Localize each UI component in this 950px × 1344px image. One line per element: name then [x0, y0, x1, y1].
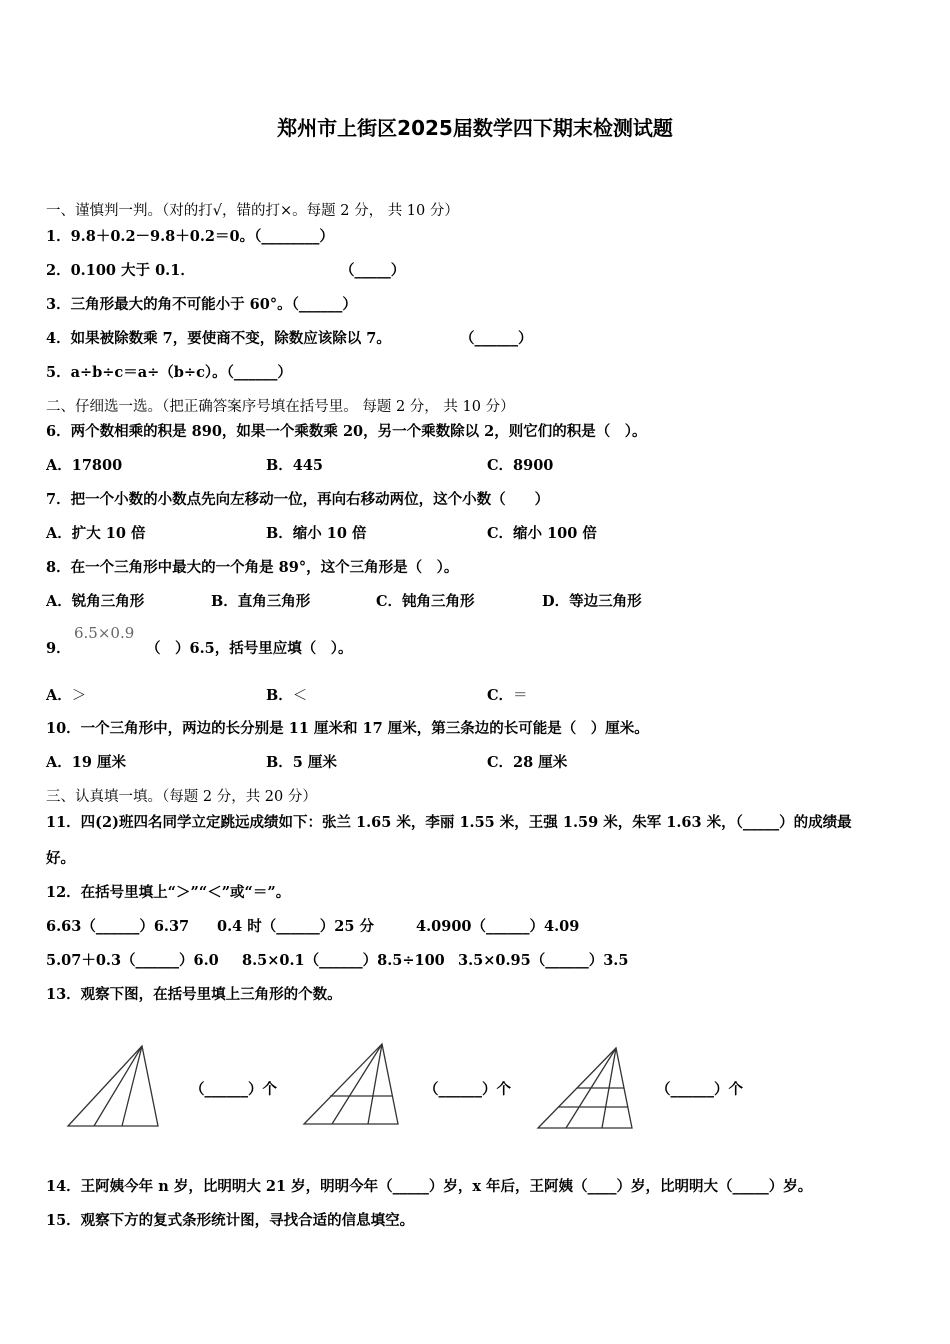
question-6-option-a: A．17800	[46, 457, 123, 474]
question-10-option-b: B．5 厘米	[266, 754, 337, 771]
triangle-1-outline	[68, 1046, 158, 1126]
question-15: 15．观察下方的复式条形统计图，寻找合适的信息填空。	[46, 1212, 415, 1229]
question-12-row1-c: 4.0900（______）4.09	[416, 918, 580, 935]
question-10-option-a: A．19 厘米	[46, 754, 126, 771]
triangle-1-line-b	[122, 1046, 142, 1126]
question-1: 1．9.8＋0.2－9.8＋0.2＝0。（________）	[46, 228, 334, 245]
question-13-blank-3: （______）个	[656, 1081, 743, 1098]
page-title: 郑州市上街区2025届数学四下期末检测试题	[277, 116, 673, 140]
question-12: 12．在括号里填上“＞”“＜”或“＝”。	[46, 884, 291, 901]
question-2: 2．0.100 大于 0.1．	[46, 262, 195, 279]
question-9-option-a	[46, 686, 86, 706]
question-9-option-b-label: B．	[266, 687, 293, 704]
question-8-option-d: D．等边三角形	[542, 593, 642, 610]
question-7-option-a: A．扩大 10 倍	[46, 525, 146, 542]
question-9-expression: 6.5×0.9	[74, 624, 135, 642]
question-11-line2: 好。	[46, 850, 75, 867]
question-9-number: 9．	[46, 640, 71, 657]
question-2-blank: （_____）	[340, 262, 406, 279]
greater-than-symbol: ＞	[71, 688, 87, 704]
question-6-option-b: B．445	[266, 457, 324, 474]
section3-heading: 三、认真填一填。（每题 2 分，共 20 分）	[46, 789, 317, 805]
question-8: 8．在一个三角形中最大的一个角是 89°，这个三角形是（ ）。	[46, 559, 459, 576]
equals-symbol: ＝	[513, 688, 528, 704]
question-13-blank-1: （______）个	[190, 1081, 277, 1098]
question-9-text: （ ）6.5，括号里应填（ ）。	[146, 640, 353, 657]
question-4-blank: （______）	[460, 330, 533, 347]
triangle-2-outline	[304, 1044, 398, 1124]
question-12-row2-a: 5.07＋0.3（______）6.0	[46, 952, 219, 969]
question-7-option-b: B．缩小 10 倍	[266, 525, 367, 542]
triangle-figure-2	[298, 1038, 408, 1133]
question-9-option-a-label: A．	[46, 687, 72, 704]
question-6: 6．两个数相乘的积是 890，如果一个乘数乘 20，另一个乘数除以 2，则它们的积是（ ）。	[46, 423, 647, 440]
question-7-option-c: C．缩小 100 倍	[487, 525, 597, 542]
question-4: 4．如果被除数乘 7，要使商不变，除数应该除以 7。	[46, 330, 391, 347]
question-12-row1-b: 0.4 时（______）25 分	[217, 918, 375, 935]
section1-heading: 一、谨慎判一判。（对的打√，错的打×。每题 2 分， 共 10 分）	[46, 203, 459, 219]
question-9-option-c	[487, 686, 528, 706]
question-8-option-b: B．直角三角形	[211, 593, 311, 610]
question-6-option-c: C．8900	[487, 457, 554, 474]
triangle-figure-1	[60, 1038, 170, 1133]
question-14: 14．王阿姨今年 n 岁，比明明大 21 岁，明明今年（_____）岁，x 年后，王阿姨（____）岁，比明明大（_____）岁。	[46, 1178, 813, 1195]
question-9-option-b	[266, 686, 307, 706]
question-13: 13．观察下图，在括号里填上三角形的个数。	[46, 986, 342, 1003]
section2-heading: 二、仔细选一选。（把正确答案序号填在括号里。 每题 2 分， 共 10 分）	[46, 399, 515, 415]
triangle-figure-3	[530, 1040, 640, 1135]
question-9-option-c-label: C．	[487, 687, 514, 704]
question-8-option-a: A．锐角三角形	[46, 593, 145, 610]
question-5: 5．a÷b÷c＝a÷（b÷c）。（______）	[46, 364, 292, 381]
question-8-option-c: C．钝角三角形	[376, 593, 475, 610]
question-13-blank-2: （______）个	[424, 1081, 511, 1098]
question-3: 3．三角形最大的角不可能小于 60°。（______）	[46, 296, 357, 313]
less-than-symbol: ＜	[292, 688, 308, 704]
question-12-row2-c: 3.5×0.95（______）3.5	[458, 952, 629, 969]
question-12-row1-a: 6.63（______）6.37	[46, 918, 190, 935]
question-7: 7．把一个小数的小数点先向左移动一位，再向右移动两位，这个小数（ ）	[46, 491, 550, 508]
question-12-row2-b: 8.5×0.1（______）8.5÷100	[242, 952, 445, 969]
question-10-option-c: C．28 厘米	[487, 754, 568, 771]
question-11-line1: 11．四(2)班四名同学立定跳远成绩如下：张兰 1.65 米，李丽 1.55 米，王强 1.59 米，朱军 1.63 米，（_____）的成绩最	[46, 814, 852, 831]
triangle-1-line-a	[94, 1046, 142, 1126]
question-10: 10．一个三角形中，两边的长分别是 11 厘米和 17 厘米，第三条边的长可能是（ ）厘米。	[46, 720, 649, 737]
